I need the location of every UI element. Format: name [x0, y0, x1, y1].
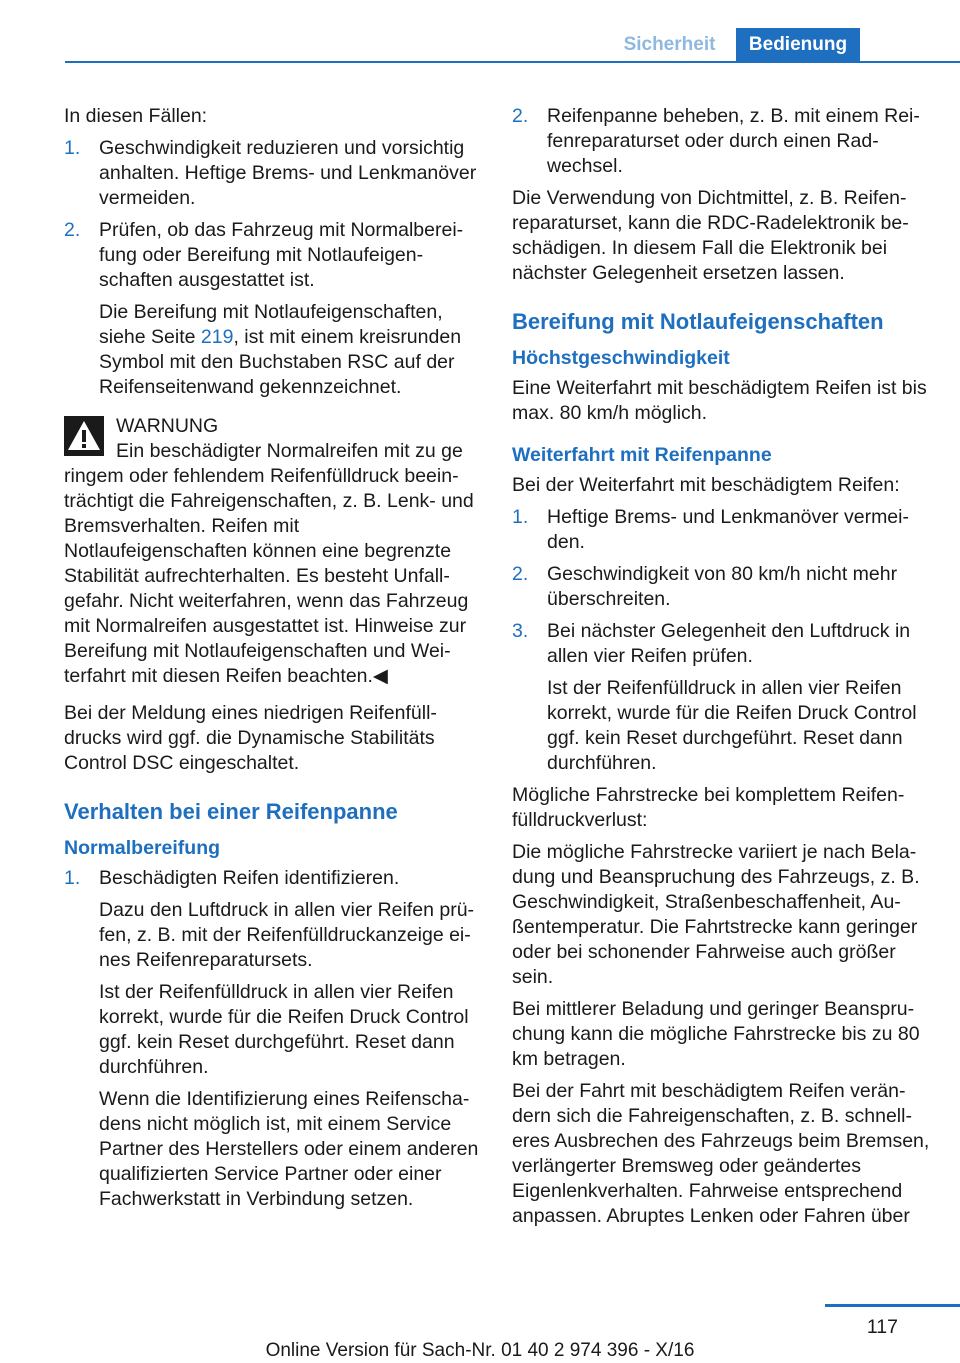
paragraph: Bei mittlerer Beladung und geringer Beanspruchung kann die mögliche Fahrstrecke bis zu 80 km betragen.	[512, 998, 920, 1070]
list-text: Bei nächster Gelegenheit den Luftdruck in allen vier Reifen prüfen.	[547, 620, 911, 667]
list-number: 2.	[512, 563, 529, 585]
warning-first-line: Ein beschädigter Normalreifen mit zu ge	[116, 440, 463, 462]
page-link[interactable]: 219	[200, 326, 234, 348]
right-column	[512, 104, 930, 1236]
list-item	[64, 866, 479, 1212]
warning-title: WARNUNG	[116, 415, 219, 437]
speed-text: Eine Weiterfahrt mit beschädigtem Reifen ist bis max. 80 km/h möglich.	[512, 377, 927, 424]
list-number: 2.	[64, 219, 81, 241]
paragraph: Bei der Fahrt mit beschädigtem Reifen verändern sich die Fahreigenschaften, z. B. schnelleres Ausbrechen des Fahrzeugs beim Bremsen, verlängerter Bremsweg oder geändertes Eigenlenkverhalten. Fahrweise entsprechend anpassen. Abruptes Lenken oder Fahren über	[512, 1080, 930, 1227]
list-text: Geschwindigkeit von 80 km/h nicht mehr überschreiten.	[547, 563, 898, 610]
list-subtext: Wenn die Identifizierung eines Reifenschadens nicht möglich ist, mit einem Service Partner des Herstellers oder einem anderen qualifizierten Service Partner oder einer Fachwerkstatt in Verbindung setzen.	[99, 1088, 479, 1210]
list-text: Prüfen, ob das Fahrzeug mit Normalbereifung oder Bereifung mit Notlaufeigenschaften ausgestattet ist.	[99, 219, 464, 291]
continue-intro: Bei der Weiterfahrt mit beschädigtem Reifen:	[512, 474, 900, 496]
list-subtext: Dazu den Luftdruck in allen vier Reifen prüfen, z. B. mit der Reifenfülldruckanzeige eines Reifenreparatursets.	[99, 899, 475, 971]
subtext-before: Die Bereifung mit Notlaufeigenschaften, siehe Seite	[99, 301, 443, 348]
list-text: Beschädigten Reifen identifizieren.	[99, 867, 400, 889]
subtext-after: , ist mit einem kreisrunden Symbol mit den Buchstaben RSC auf der Reifenseitenwand gekennzeichnet.	[99, 326, 462, 398]
warning-text: ringem oder fehlendem Reifenfülldruck beeinträchtigt die Fahreigenschaften, z. B. Lenk- und Bremsverhalten. Reifen mit Notlaufeigenschaften können eine begrenzte Stabilität aufrechterhalten. Es besteht Unfallgefahr. Nicht weiterfahren, wenn das Fahrzeug mit Normalreifen ausgestattet ist. Hinweise zur Bereifung mit Notlaufeigenschaften und Weiterfahrt mit diesen Reifen beachten.◀	[64, 465, 474, 687]
list-subtext	[99, 300, 479, 400]
list-item	[512, 104, 930, 179]
section-heading: Verhalten bei einer Reifenpanne	[64, 799, 398, 824]
list-text: Geschwindigkeit reduzieren und vorsichtig anhalten. Heftige Brems- und Lenkmanöver vermeiden.	[99, 137, 477, 209]
header-rule	[65, 61, 960, 63]
paragraph: Die mögliche Fahrstrecke variiert je nach Beladung und Beanspruchung des Fahrzeugs, z. B. Geschwindigkeit, Straßenbeschaffenheit, Außentemperatur. Die Fahrtstrecke kann geringer oder bei schonender Fahrweise auch größer sein.	[512, 841, 920, 988]
list-subtext: Ist der Reifenfülldruck in allen vier Reifen korrekt, wurde für die Reifen Druck Control ggf. kein Reset durchgeführt. Reset dann durchführen.	[547, 677, 917, 774]
list-number: 3.	[512, 620, 529, 642]
subsection-heading: Weiterfahrt mit Reifenpanne	[512, 444, 772, 466]
list-text: Heftige Brems- und Lenkmanöver vermeiden.	[547, 506, 909, 553]
list-item	[64, 218, 479, 400]
sealant-text: Die Verwendung von Dichtmittel, z. B. Reifenreparaturset, kann die RDC-Radelektronik beschädigen. In diesem Fall die Elektronik bei nächster Gelegenheit ersetzen lassen.	[512, 187, 909, 284]
list-item	[512, 619, 930, 776]
paragraph: Mögliche Fahrstrecke bei komplettem Reifenfülldruckverlust:	[512, 784, 905, 831]
tab-bedienung[interactable]: Bedienung	[736, 28, 860, 61]
list-number: 1.	[64, 867, 81, 889]
page-number: 117	[866, 1316, 898, 1338]
warning-box	[64, 414, 479, 689]
tab-sicherheit[interactable]: Sicherheit	[623, 34, 716, 55]
list-item	[64, 136, 479, 211]
subsection-heading: Höchstgeschwindigkeit	[512, 347, 730, 369]
list-number: 2.	[512, 105, 529, 127]
warning-triangle-icon	[64, 416, 104, 456]
dsc-text: Bei der Meldung eines niedrigen Reifenfülldrucks wird ggf. die Dynamische Stabilitäts Control DSC eingeschaltet.	[64, 702, 437, 774]
list-number: 1.	[512, 506, 529, 528]
footer-rule	[825, 1304, 960, 1307]
section-heading: Bereifung mit Notlaufeigenschaften	[512, 309, 884, 334]
page-header	[0, 0, 960, 62]
footer-text: Online Version für Sach-Nr. 01 40 2 974 396 - X/16	[265, 1340, 695, 1361]
list-subtext: Ist der Reifenfülldruck in allen vier Reifen korrekt, wurde für die Reifen Druck Control ggf. kein Reset durchgeführt. Reset dann durchführen.	[99, 981, 469, 1078]
list-text: Reifenpanne beheben, z. B. mit einem Reifenreparaturset oder durch einen Radwechsel.	[547, 105, 920, 177]
list-item	[512, 562, 930, 612]
intro-text: In diesen Fällen:	[64, 105, 208, 127]
list-number: 1.	[64, 137, 81, 159]
left-column	[64, 104, 479, 1219]
subsection-heading: Normalbereifung	[64, 837, 221, 859]
list-item	[512, 505, 930, 555]
